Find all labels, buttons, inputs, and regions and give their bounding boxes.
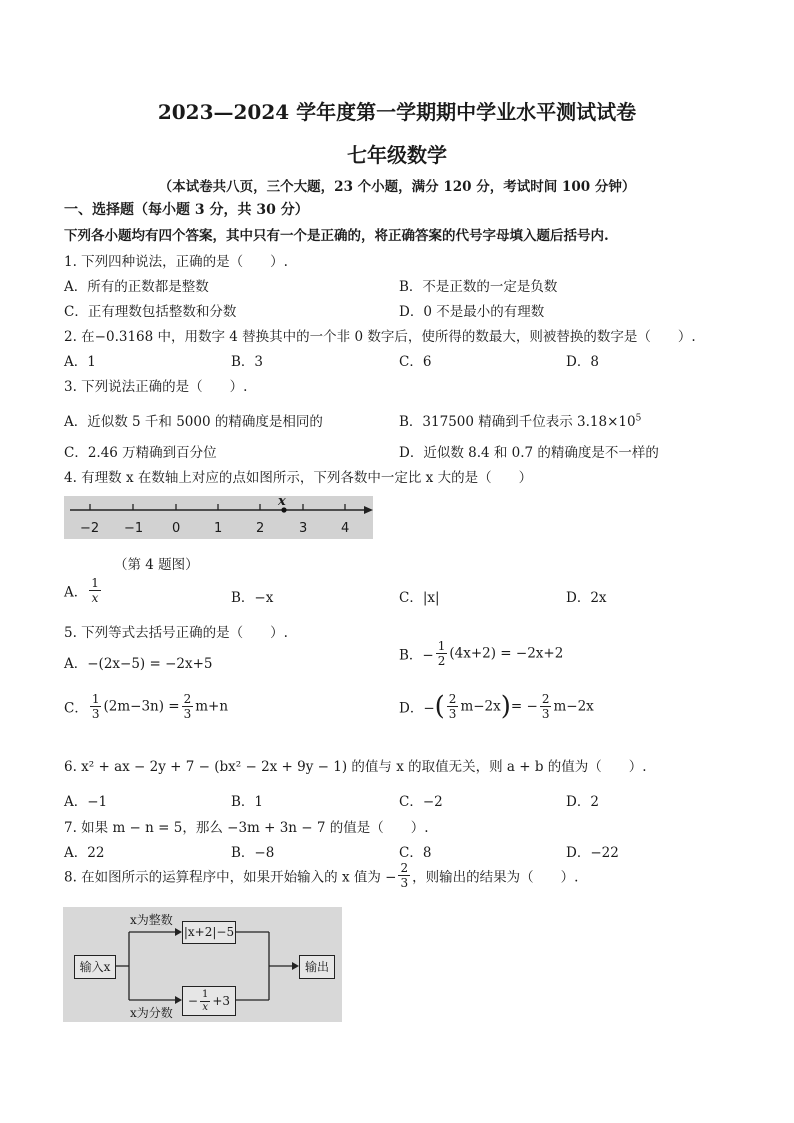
q4-stem: 4. 有理数 x 在数轴上对应的点如图所示，下列各数中一定比 x 大的是（ ）: [64, 470, 533, 486]
q2-option-b: B．3: [231, 354, 264, 370]
flow-bottom-condition: x为分数: [130, 1006, 173, 1020]
q7-option-c: C．8: [399, 845, 432, 861]
q5-b-denominator: 2: [437, 654, 446, 668]
q5-b-numerator: 1: [437, 639, 446, 653]
q5-d-equals: = −: [510, 698, 538, 715]
flow-bottom-fraction: [200, 990, 210, 1013]
q5-d-denominator-2: 3: [541, 707, 550, 721]
flow-bottom-prefix: −: [187, 994, 198, 1008]
q4-option-a-fraction: [89, 577, 101, 604]
q5-d-denominator: 3: [448, 707, 457, 721]
q8-numerator: 2: [400, 861, 409, 875]
flow-bottom-suffix: +3: [212, 994, 231, 1008]
section-instruction: 下列各小题均有四个答案，其中只有一个是正确的，将正确答案的代号字母填入题后括号内.: [64, 228, 609, 244]
q3-option-d: D．近似数 8.4 和 0.7 的精确度是不一样的: [399, 445, 659, 461]
q5-option-d: [399, 693, 594, 720]
q2-stem: 2. 在−0.3168 中，用数字 4 替换其中的一个非 0 数字后，使所得的数最大，则被替换的数字是（ ）.: [64, 329, 696, 345]
q8-stem-suffix: ，则输出的结果为（ ）.: [412, 869, 579, 886]
q2-option-c: C．6: [399, 354, 432, 370]
q4-option-d: D．2x: [566, 590, 607, 606]
axis-tick-0: 0: [172, 521, 181, 536]
q5-option-a: A．−(2x−5) = −2x+5: [64, 656, 213, 672]
q8-denominator: 3: [400, 876, 409, 890]
q7-stem: 7. 如果 m − n = 5，那么 −3m + 3n − 7 的值是（ ）.: [64, 820, 429, 836]
q1-option-c: C．正有理数包括整数和分数: [64, 304, 237, 320]
q3-option-c: C．2.46 万精确到百分位: [64, 445, 217, 461]
q5-option-c: [64, 693, 228, 720]
flow-bottom-box: [182, 986, 236, 1016]
q5-c-numerator: 1: [91, 692, 100, 706]
q5-stem: 5. 下列等式去括号正确的是（ ）.: [64, 625, 288, 641]
q7-option-b: B．−8: [231, 845, 275, 861]
q2-option-d: D．8: [566, 354, 599, 370]
q4-option-a: [64, 577, 103, 604]
q5-d-fraction: [447, 693, 459, 720]
q5-d-numerator-2: 2: [541, 692, 550, 706]
q6-option-b: B．1: [231, 794, 264, 810]
q5-c-denominator: 3: [91, 707, 100, 721]
point-x-label: x: [278, 494, 286, 509]
q3-option-b-exponent: 5: [635, 413, 642, 424]
axis-tick--2: −2: [80, 521, 100, 536]
q4-figure-caption: （第 4 题图）: [114, 557, 199, 573]
q4-option-c: C．|x|: [399, 590, 440, 606]
q5-option-b: [399, 640, 563, 667]
q1-stem: 1. 下列四种说法，正确的是（ ）.: [64, 254, 288, 270]
axis-tick-4: 4: [341, 521, 350, 536]
q5-d-close-paren: ): [500, 691, 511, 722]
q6-option-d: D．2: [566, 794, 599, 810]
exam-note: （本试卷共八页，三个大题，23 个小题，满分 120 分，考试时间 100 分钟）: [158, 179, 636, 195]
flow-bottom-denominator: x: [202, 1001, 208, 1013]
exam-title: 2023—2024 学年度第一学期期中学业水平测试试卷: [157, 100, 637, 124]
q1-option-a: A．所有的正数都是整数: [64, 279, 209, 295]
q5-c-fraction-2: [182, 693, 194, 720]
q2-option-a: A．1: [64, 354, 96, 370]
flow-input-box: 输入x: [74, 955, 116, 979]
q5-c-middle: (2m−3n) =: [103, 698, 180, 715]
axis-tick-1: 1: [214, 521, 223, 536]
q4-a-numerator: 1: [91, 576, 99, 590]
q3-stem: 3. 下列说法正确的是（ ）.: [64, 379, 248, 395]
q4-option-b: B．−x: [231, 590, 274, 606]
q6-stem: 6. x² + ax − 2y + 7 − (bx² − 2x + 9y − 1) 的值与 x 的取值无关，则 a + b 的值为（ ）.: [64, 759, 647, 775]
q5-b-rest: (4x+2) = −2x+2: [449, 645, 564, 662]
flowchart-figure: [63, 907, 342, 1022]
flow-output-box: 输出: [299, 955, 335, 979]
q5-c-rest: m+n: [195, 698, 229, 715]
q5-d-middle: m−2x: [460, 698, 501, 715]
exam-subtitle: 七年级数学: [347, 143, 447, 167]
axis-tick-3: 3: [299, 521, 308, 536]
q8-stem: [64, 862, 578, 889]
flow-bottom-numerator: 1: [201, 988, 209, 1000]
flow-top-box: |x+2|−5: [182, 921, 236, 944]
q5-c-fraction: [90, 693, 102, 720]
q3-option-b: [399, 410, 641, 430]
flow-top-condition: x为整数: [130, 913, 173, 927]
q8-stem-fraction: [398, 862, 410, 889]
q5-c-denominator-2: 3: [183, 707, 192, 721]
q4-option-a-label: A．: [64, 584, 88, 601]
q8-stem-prefix: 8. 在如图所示的运算程序中，如果开始输入的 x 值为 −: [64, 869, 397, 886]
q4-a-denominator: x: [91, 591, 99, 605]
q5-b-fraction: [436, 640, 448, 667]
q5-d-open-paren: (: [434, 691, 445, 722]
q6-option-c: C．−2: [399, 794, 443, 810]
q5-d-numerator: 2: [448, 692, 457, 706]
axis-tick--1: −1: [124, 521, 144, 536]
axis-tick-2: 2: [256, 521, 265, 536]
q3-option-b-text: B．317500 精确到千位表示 3.18×10: [399, 414, 636, 430]
q1-option-d: D．0 不是最小的有理数: [399, 304, 545, 320]
q6-option-a: A．−1: [64, 794, 108, 810]
q1-option-b: B．不是正数的一定是负数: [399, 279, 558, 295]
q5-d-prefix: D．−: [399, 700, 435, 717]
number-line-figure: [64, 496, 373, 539]
section-heading: 一、选择题（每小题 3 分，共 30 分）: [64, 202, 309, 218]
q5-c-numerator-2: 2: [183, 692, 192, 706]
q7-option-d: D．−22: [566, 845, 619, 861]
q5-b-prefix: B．−: [399, 647, 434, 664]
q3-option-a: A．近似数 5 千和 5000 的精确度是相同的: [64, 414, 323, 430]
q5-c-prefix: C．: [64, 700, 88, 717]
q5-d-fraction-2: [540, 693, 552, 720]
q5-d-rest: m−2x: [553, 698, 594, 715]
q7-option-a: A．22: [64, 845, 105, 861]
